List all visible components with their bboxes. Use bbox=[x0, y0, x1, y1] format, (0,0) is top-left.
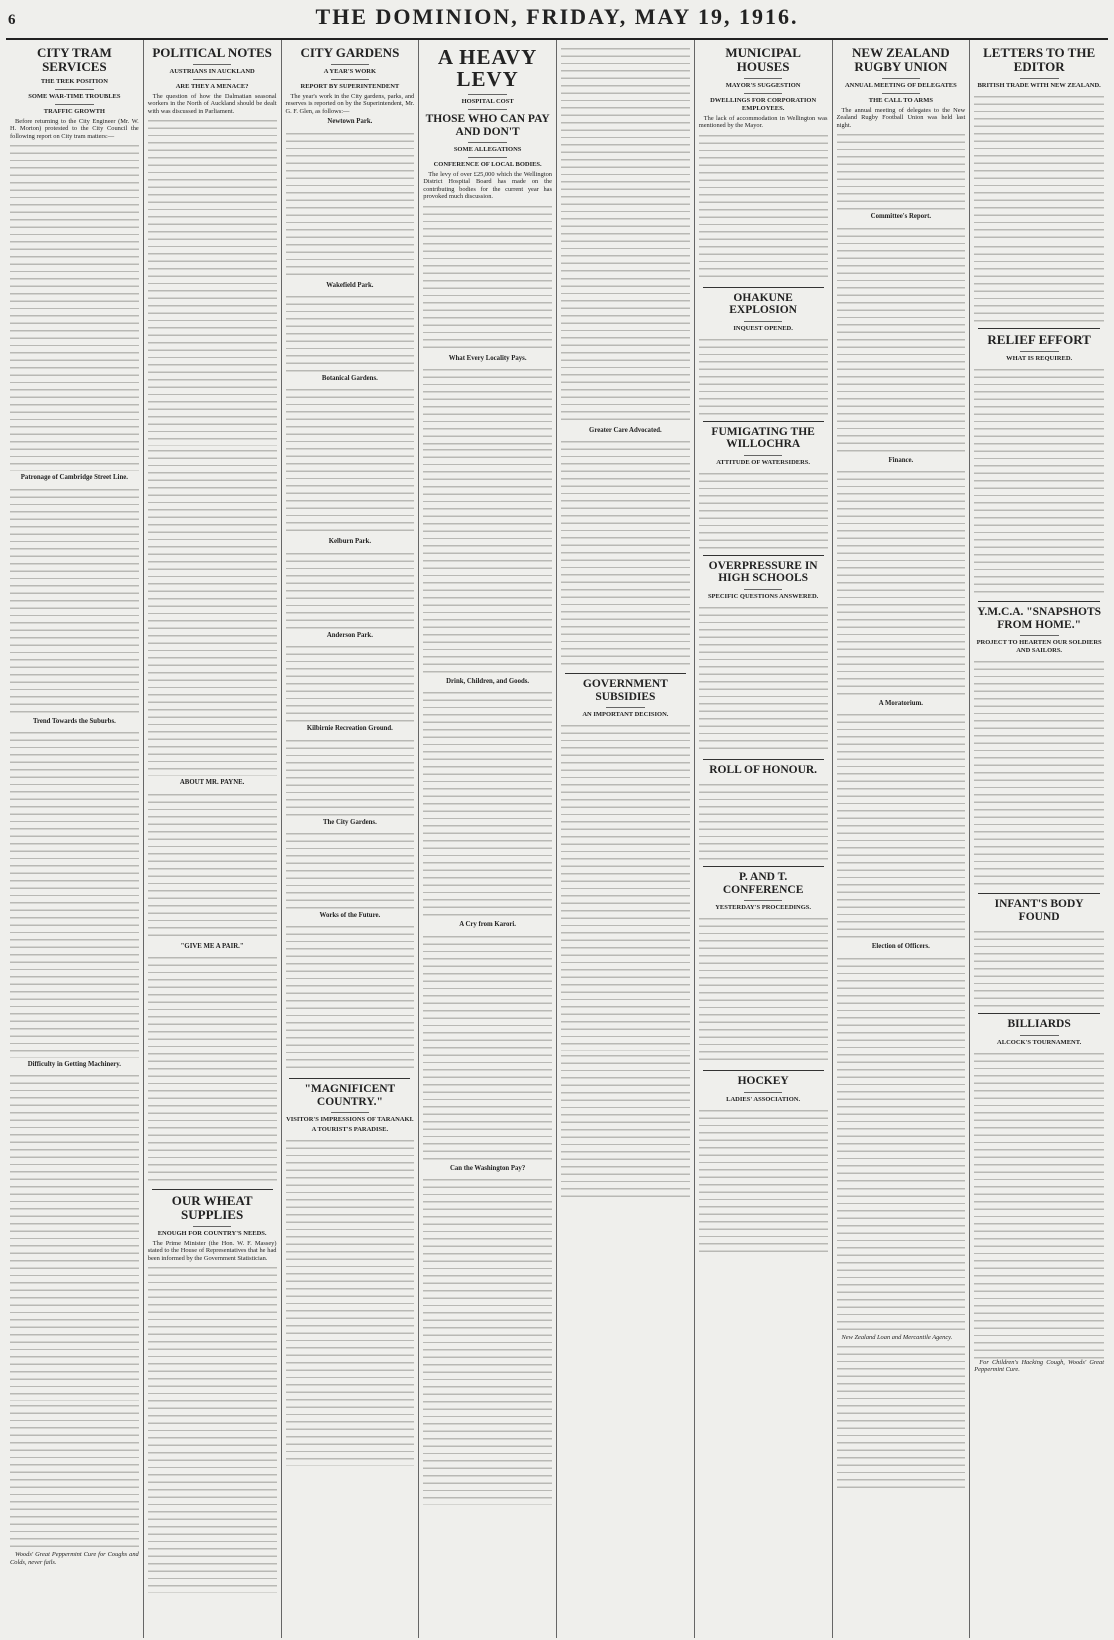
section-heading: Trend Towards the Suburbs. bbox=[32, 717, 116, 725]
article-intro: The levy of over £25,000 which the Wellington District Hospital Board has made on the contributing bodies for the current year has provoked much discussion. bbox=[423, 171, 552, 201]
section-heading: Botanical Gardens. bbox=[321, 375, 378, 383]
article-body bbox=[286, 736, 415, 816]
subheading: HOSPITAL COST bbox=[461, 98, 514, 105]
article-body bbox=[148, 1263, 277, 1593]
section-heading: "GIVE ME A PAIR." bbox=[180, 942, 244, 950]
article-body bbox=[974, 1279, 1104, 1359]
headline: MUNICIPAL HOUSES bbox=[725, 45, 801, 74]
headline: INFANT'S BODY FOUND bbox=[994, 898, 1084, 923]
subheading: PROJECT TO HEARTEN OUR SOLDIERS AND SAILORS. bbox=[976, 639, 1102, 654]
subheading: ALCOCK'S TOURNAMENT. bbox=[997, 1038, 1082, 1046]
subheading: AUSTRIANS IN AUCKLAND bbox=[169, 68, 255, 75]
section-heading: What Every Locality Pays. bbox=[448, 354, 527, 362]
article-body bbox=[974, 657, 1104, 887]
article-body bbox=[837, 467, 966, 697]
article-intro: Before returning to the City Engineer (Mr. W. H. Morton) protested to the City Council the following report on City tram matters:— bbox=[10, 118, 139, 140]
subheading: A TOURIST'S PARADISE. bbox=[311, 1126, 389, 1134]
article-body bbox=[10, 728, 139, 1058]
headline: NEW ZEALAND RUGBY UNION bbox=[852, 45, 950, 74]
article-body bbox=[423, 202, 552, 352]
article-body bbox=[699, 780, 828, 860]
headline: OVERPRESSURE IN HIGH SCHOOLS bbox=[708, 559, 818, 585]
article-body bbox=[561, 721, 690, 1051]
article-body bbox=[148, 446, 277, 776]
headline: RELIEF EFFORT bbox=[987, 332, 1091, 347]
letter-body bbox=[974, 92, 1104, 242]
article-body bbox=[974, 1049, 1104, 1279]
headline: OHAKUNE EXPLOSION bbox=[729, 291, 797, 317]
subheading: VISITOR'S IMPRESSIONS OF TARANAKI. bbox=[286, 1116, 414, 1124]
subheading: TRAFFIC GROWTH bbox=[43, 108, 105, 115]
section-heading: Newtown Park. bbox=[327, 118, 373, 126]
column-6 bbox=[695, 40, 833, 1638]
subheading: AN IMPORTANT DECISION. bbox=[582, 711, 669, 719]
subheading: SOME ALLEGATIONS bbox=[453, 146, 522, 153]
article-body bbox=[10, 1071, 139, 1401]
newspaper-title: THE DOMINION, FRIDAY, MAY 19, 1916. bbox=[315, 4, 799, 29]
headline: "MAGNIFICENT COUNTRY." bbox=[304, 1083, 396, 1108]
article-body-continued bbox=[561, 44, 690, 274]
columns bbox=[6, 40, 1108, 1638]
article-body bbox=[286, 385, 415, 535]
article-body bbox=[974, 927, 1104, 1007]
article-body bbox=[561, 437, 690, 667]
article-intro: The year's work in the City gardens, parks, and reserves is reported on by the Superintendent, Mr. G. F. Glen, as follows:— bbox=[285, 93, 415, 115]
article-body bbox=[423, 445, 552, 675]
headline: GOVERNMENT SUBSIDIES bbox=[582, 678, 668, 703]
subheadline: THOSE WHO CAN PAY AND DON'T bbox=[425, 113, 550, 138]
subheading: ARE THEY A MENACE? bbox=[175, 83, 249, 90]
section-heading: Finance. bbox=[888, 456, 914, 464]
headline: OUR WHEAT SUPPLIES bbox=[171, 1193, 253, 1223]
article-body bbox=[837, 1342, 966, 1492]
advertisement: New Zealand Loan and Mercantile Agency. bbox=[841, 1333, 953, 1341]
article-body bbox=[837, 954, 966, 1184]
article-body bbox=[10, 141, 139, 471]
section-heading: Kelburn Park. bbox=[328, 538, 372, 546]
article-body bbox=[286, 129, 415, 279]
article-body bbox=[423, 688, 552, 918]
headline: A HEAVY LEVY bbox=[437, 45, 538, 91]
headline: P. AND T. CONFERENCE bbox=[722, 871, 804, 896]
advertisement: For Children's Hacking Cough, Woods' Great Peppermint Cure. bbox=[974, 1358, 1104, 1373]
subheading: THE TREK POSITION bbox=[40, 78, 108, 85]
subheading: CONFERENCE OF LOCAL BODIES. bbox=[433, 161, 542, 168]
column-3 bbox=[282, 40, 420, 1638]
section-heading: ABOUT MR. PAYNE. bbox=[179, 779, 245, 787]
page-number: 6 bbox=[8, 12, 16, 28]
letter-body bbox=[974, 242, 1104, 322]
subheading: WHAT IS REQUIRED. bbox=[1006, 355, 1073, 362]
section-heading: Anderson Park. bbox=[326, 631, 373, 639]
article-body bbox=[286, 829, 415, 909]
article-body-continued bbox=[561, 274, 690, 424]
section-heading: Drink, Children, and Goods. bbox=[446, 678, 530, 686]
advertisement: Woods' Great Peppermint Cure for Coughs and Colds, never fails. bbox=[10, 1551, 139, 1566]
headline: LETTERS TO THE EDITOR bbox=[983, 45, 1096, 74]
headline: ROLL OF HONOUR. bbox=[709, 763, 818, 776]
column-2 bbox=[144, 40, 282, 1638]
article-body bbox=[837, 224, 966, 454]
subheading: SOME WAR-TIME TROUBLES bbox=[28, 93, 121, 100]
headline: CITY TRAM SERVICES bbox=[36, 45, 112, 74]
section-heading: The City Gardens. bbox=[322, 818, 377, 826]
section-heading: Election of Officers. bbox=[871, 943, 930, 951]
subheading: INQUEST OPENED. bbox=[733, 324, 793, 332]
levy-table bbox=[423, 365, 552, 445]
section-heading: A Cry from Karori. bbox=[459, 921, 516, 929]
section-heading: Kilbirnie Recreation Ground. bbox=[306, 725, 393, 733]
subheading: BRITISH TRADE WITH NEW ZEALAND. bbox=[977, 82, 1101, 89]
article-body bbox=[286, 549, 415, 629]
article-body bbox=[699, 335, 828, 415]
column-4 bbox=[419, 40, 557, 1638]
headline: CITY GARDENS bbox=[300, 45, 400, 60]
article-body bbox=[837, 130, 966, 210]
section-heading: Difficulty in Getting Machinery. bbox=[27, 1061, 121, 1069]
headline: POLITICAL NOTES bbox=[152, 45, 272, 60]
subheading: THE CALL TO ARMS bbox=[868, 97, 933, 104]
article-body bbox=[286, 922, 415, 1072]
subheading: REPORT BY SUPERINTENDENT bbox=[300, 83, 400, 90]
subheading: SPECIFIC QUESTIONS ANSWERED. bbox=[707, 592, 819, 600]
article-body bbox=[561, 1051, 690, 1201]
subheading: A YEAR'S WORK bbox=[323, 68, 377, 75]
masthead bbox=[6, 4, 1108, 40]
article-body bbox=[699, 914, 828, 1064]
article-body bbox=[699, 131, 828, 281]
article-body bbox=[837, 710, 966, 940]
article-intro: The annual meeting of delegates to the New Zealand Rugby Football Union was held last night. bbox=[836, 107, 966, 129]
subheading: LADIES' ASSOCIATION. bbox=[726, 1095, 801, 1103]
section-heading: Patronage of Cambridge Street Line. bbox=[20, 474, 128, 482]
article-body bbox=[699, 603, 828, 753]
section-heading: Wakefield Park. bbox=[326, 281, 374, 289]
article-body bbox=[286, 1136, 415, 1466]
column-1 bbox=[6, 40, 144, 1638]
column-8 bbox=[970, 40, 1108, 1638]
article-body bbox=[286, 642, 415, 722]
article-body bbox=[148, 790, 277, 940]
section-heading: Committee's Report. bbox=[870, 213, 932, 221]
article-body bbox=[286, 292, 415, 372]
headline: HOCKEY bbox=[737, 1075, 789, 1088]
article-body bbox=[148, 116, 277, 446]
section-heading: A Moratorium. bbox=[878, 700, 923, 708]
article-body bbox=[699, 1106, 828, 1256]
article-intro: The question of how the Dalmatian seasonal workers in the North of Auckland should be dealt with was discussed in Parliament. bbox=[147, 93, 277, 115]
section-heading: Works of the Future. bbox=[319, 912, 381, 920]
subheading: MAYOR'S SUGGESTION bbox=[725, 82, 801, 89]
article-body bbox=[699, 469, 828, 549]
subheading: ATTITUDE OF WATERSIDERS. bbox=[716, 458, 811, 466]
article-intro: The lack of accommodation in Wellington was mentioned by the Mayor. bbox=[698, 115, 828, 130]
article-intro: The Prime Minister (the Hon. W. F. Massey) stated to the House of Representatives that he had been informed by the Government Statistician. bbox=[147, 1240, 277, 1262]
subheading: DWELLINGS FOR CORPORATION EMPLOYEES. bbox=[710, 97, 817, 112]
article-body bbox=[423, 932, 552, 1162]
article-body bbox=[10, 485, 139, 715]
section-heading: Greater Care Advocated. bbox=[589, 427, 662, 434]
headline: BILLIARDS bbox=[1007, 1018, 1071, 1030]
article-body bbox=[423, 1175, 552, 1505]
article-body bbox=[974, 365, 1104, 595]
article-body bbox=[837, 1184, 966, 1334]
section-heading: Can the Washington Pay? bbox=[450, 1164, 526, 1172]
article-body bbox=[148, 953, 277, 1183]
subheading: YESTERDAY'S PROCEEDINGS. bbox=[715, 904, 812, 912]
column-7 bbox=[833, 40, 971, 1638]
headline: FUMIGATING THE WILLOCHRA bbox=[711, 425, 815, 451]
headline: Y.M.C.A. "SNAPSHOTS FROM HOME." bbox=[977, 606, 1102, 631]
column-5 bbox=[557, 40, 695, 1638]
article-body bbox=[10, 1401, 139, 1551]
subheading: ENOUGH FOR COUNTRY'S NEEDS. bbox=[157, 1230, 267, 1238]
subheading: ANNUAL MEETING OF DELEGATES bbox=[844, 82, 957, 89]
